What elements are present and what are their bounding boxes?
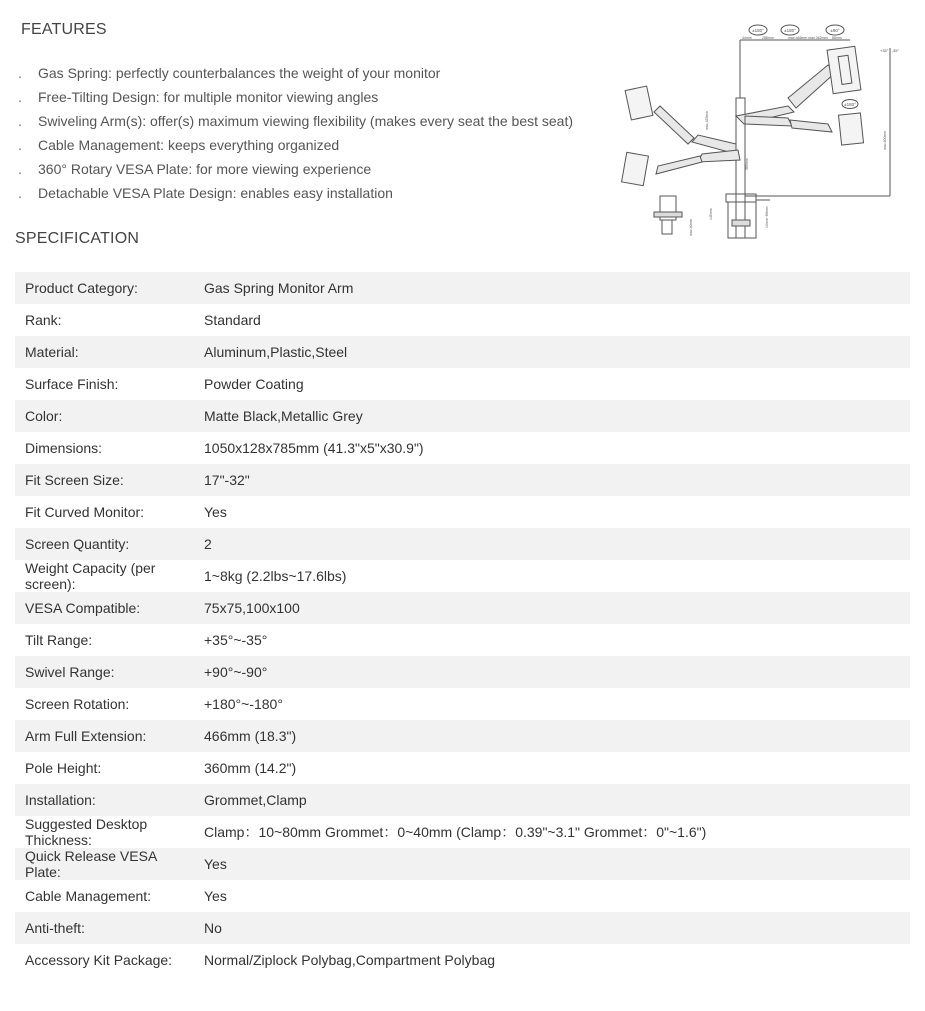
- spec-value: Aluminum,Plastic,Steel: [194, 336, 910, 368]
- monitor-arm-drawing: [618, 20, 908, 250]
- spec-label: Installation:: [15, 784, 194, 816]
- spec-label: VESA Compatible:: [15, 592, 194, 624]
- dimension-label: max.466mm max.362mm: [788, 36, 828, 40]
- table-row: [15, 624, 910, 656]
- feature-text: Gas Spring: perfectly counterbalances the weight of your monitor: [38, 65, 441, 81]
- clamp-top: [726, 194, 756, 202]
- spec-value: 75x75,100x100: [194, 592, 910, 624]
- spec-label: Material:: [15, 336, 194, 368]
- spec-value: +90°~-90°: [194, 656, 910, 688]
- table-row: [15, 848, 910, 880]
- feature-text: Free-Tilting Design: for multiple monitor viewing angles: [38, 89, 379, 105]
- spec-value: Standard: [204, 312, 261, 328]
- spec-value: 466mm (18.3"): [194, 720, 910, 752]
- spec-value: Yes: [204, 888, 227, 904]
- vesa-plate: [827, 46, 861, 93]
- table-row: [15, 528, 910, 560]
- grommet-bolt: [662, 220, 672, 234]
- feature-text: 360° Rotary VESA Plate: for more viewing experience: [38, 161, 372, 177]
- spec-label: Product Category:: [15, 272, 194, 304]
- spec-value: 17"-32": [194, 464, 910, 496]
- spec-value: Clamp：10~80mm Grommet：0~40mm (Clamp：0.39"~3.1" Grommet：0"~1.6"): [204, 824, 707, 840]
- spec-label: Anti-theft:: [15, 912, 194, 944]
- spec-label: Tilt Range:: [25, 632, 93, 648]
- lower-left-gas-arm: [656, 156, 702, 174]
- clamp-label: 10mm~80mm: [765, 206, 769, 228]
- right-gas-arm: [790, 120, 832, 132]
- spec-label: Swivel Range:: [15, 656, 194, 688]
- spec-value: Grommet,Clamp: [194, 784, 910, 816]
- dimension-label: 288mm: [762, 36, 774, 40]
- table-row: [15, 784, 910, 816]
- bullet-icon: .: [18, 185, 22, 201]
- spec-label: Fit Curved Monitor:: [25, 504, 145, 520]
- feature-item: [18, 183, 573, 207]
- lower-left-link: [698, 150, 740, 162]
- bullet-icon: .: [18, 65, 22, 81]
- spec-label: Surface Finish:: [25, 376, 119, 392]
- lower-left-vesa-plate: [622, 152, 649, 185]
- clamp-screw: [732, 220, 750, 226]
- table-row: [15, 336, 910, 368]
- spec-value: 1050x128x785mm (41.3"x5"x30.9"): [204, 440, 424, 456]
- tilt-label: +35° / -35°: [880, 48, 900, 53]
- grommet-plate: [654, 212, 682, 217]
- spec-label: Cable Management:: [25, 888, 152, 904]
- bullet-icon: .: [18, 137, 22, 153]
- table-row: [15, 560, 910, 592]
- spec-label: Screen Rotation:: [25, 696, 130, 712]
- spec-label: Quick Release VESA Plate:: [15, 848, 194, 880]
- table-row: [15, 816, 910, 848]
- spec-value: +180°~-180°: [204, 696, 283, 712]
- spec-value: 360mm (14.2"): [204, 760, 297, 776]
- left-gas-arm: [654, 106, 694, 144]
- table-row: [15, 752, 910, 784]
- spec-label: Color:: [15, 400, 194, 432]
- table-row: [15, 272, 910, 304]
- spec-label: Suggested Desktop Thickness:: [25, 816, 148, 848]
- table-row: [15, 912, 910, 944]
- table-row: [15, 880, 910, 912]
- height-label: max.600mm: [883, 130, 887, 150]
- feature-text: Detachable VESA Plate Design: enables easy installation: [38, 185, 393, 201]
- features-list: [18, 63, 573, 207]
- table-row: [15, 688, 910, 720]
- specification-table: [15, 272, 910, 976]
- bullet-icon: .: [18, 89, 22, 105]
- dimension-label: 88mm: [832, 36, 842, 40]
- rotation-label: ±180°: [784, 28, 796, 33]
- right-vesa-plate: [838, 113, 863, 145]
- spec-label: Screen Quantity:: [15, 528, 194, 560]
- table-row: [15, 432, 910, 464]
- spec-value: Yes: [204, 504, 227, 520]
- spec-value: No: [194, 912, 910, 944]
- feature-item: [18, 159, 573, 183]
- table-row: [15, 496, 910, 528]
- spec-label: Pole Height:: [25, 760, 102, 776]
- base-label: 145mm: [709, 208, 713, 220]
- spec-value: Yes: [194, 848, 910, 880]
- table-row: [15, 592, 910, 624]
- table-row: [15, 400, 910, 432]
- spec-label: Rank:: [25, 312, 62, 328]
- rotation-label: ±180°: [752, 28, 764, 33]
- table-row: [15, 720, 910, 752]
- feature-item: [18, 87, 573, 111]
- table-row: [15, 304, 910, 336]
- feature-item: [18, 63, 573, 87]
- spec-value: Powder Coating: [204, 376, 304, 392]
- spec-label: Dimensions:: [25, 440, 103, 456]
- table-row: [15, 944, 910, 976]
- spec-value: Gas Spring Monitor Arm: [194, 272, 910, 304]
- feature-text: Swiveling Arm(s): offer(s) maximum viewing flexibility (makes every seat the best seat): [38, 113, 574, 129]
- rotation-label: ±180°: [844, 102, 856, 107]
- pole-label: 360mm: [745, 158, 749, 170]
- spec-label: Fit Screen Size:: [15, 464, 194, 496]
- spec-label: Weight Capacity (per screen):: [25, 560, 156, 592]
- feature-text: Cable Management: keeps everything organized: [38, 137, 340, 153]
- spec-value: Matte Black,Metallic Grey: [194, 400, 910, 432]
- dimension-label: 44mm: [742, 36, 752, 40]
- feature-item: [18, 135, 573, 159]
- table-row: [15, 656, 910, 688]
- spec-label: Accessory Kit Package:: [25, 952, 173, 968]
- feature-item: [18, 111, 573, 135]
- spec-value: Normal/Ziplock Polybag,Compartment Polybag: [204, 952, 496, 968]
- features-heading: FEATURES: [21, 21, 107, 38]
- table-row: [15, 368, 910, 400]
- spec-value: 2: [194, 528, 910, 560]
- table-row: [15, 464, 910, 496]
- spec-label: Arm Full Extension:: [15, 720, 194, 752]
- spec-value: +35°~-35°: [204, 632, 268, 648]
- rotation-label: ±90°: [830, 28, 840, 33]
- bullet-icon: .: [18, 113, 22, 129]
- specification-heading: SPECIFICATION: [15, 230, 140, 247]
- grommet-label: max.40mm: [689, 218, 693, 236]
- right-link: [745, 116, 792, 126]
- upper-gas-arm: [788, 65, 836, 108]
- left-vesa-plate: [625, 86, 653, 120]
- spec-value: 1~8kg (2.2lbs~17.6lbs): [204, 568, 347, 584]
- height-label: max.425mm: [705, 110, 709, 130]
- bullet-icon: .: [18, 161, 22, 177]
